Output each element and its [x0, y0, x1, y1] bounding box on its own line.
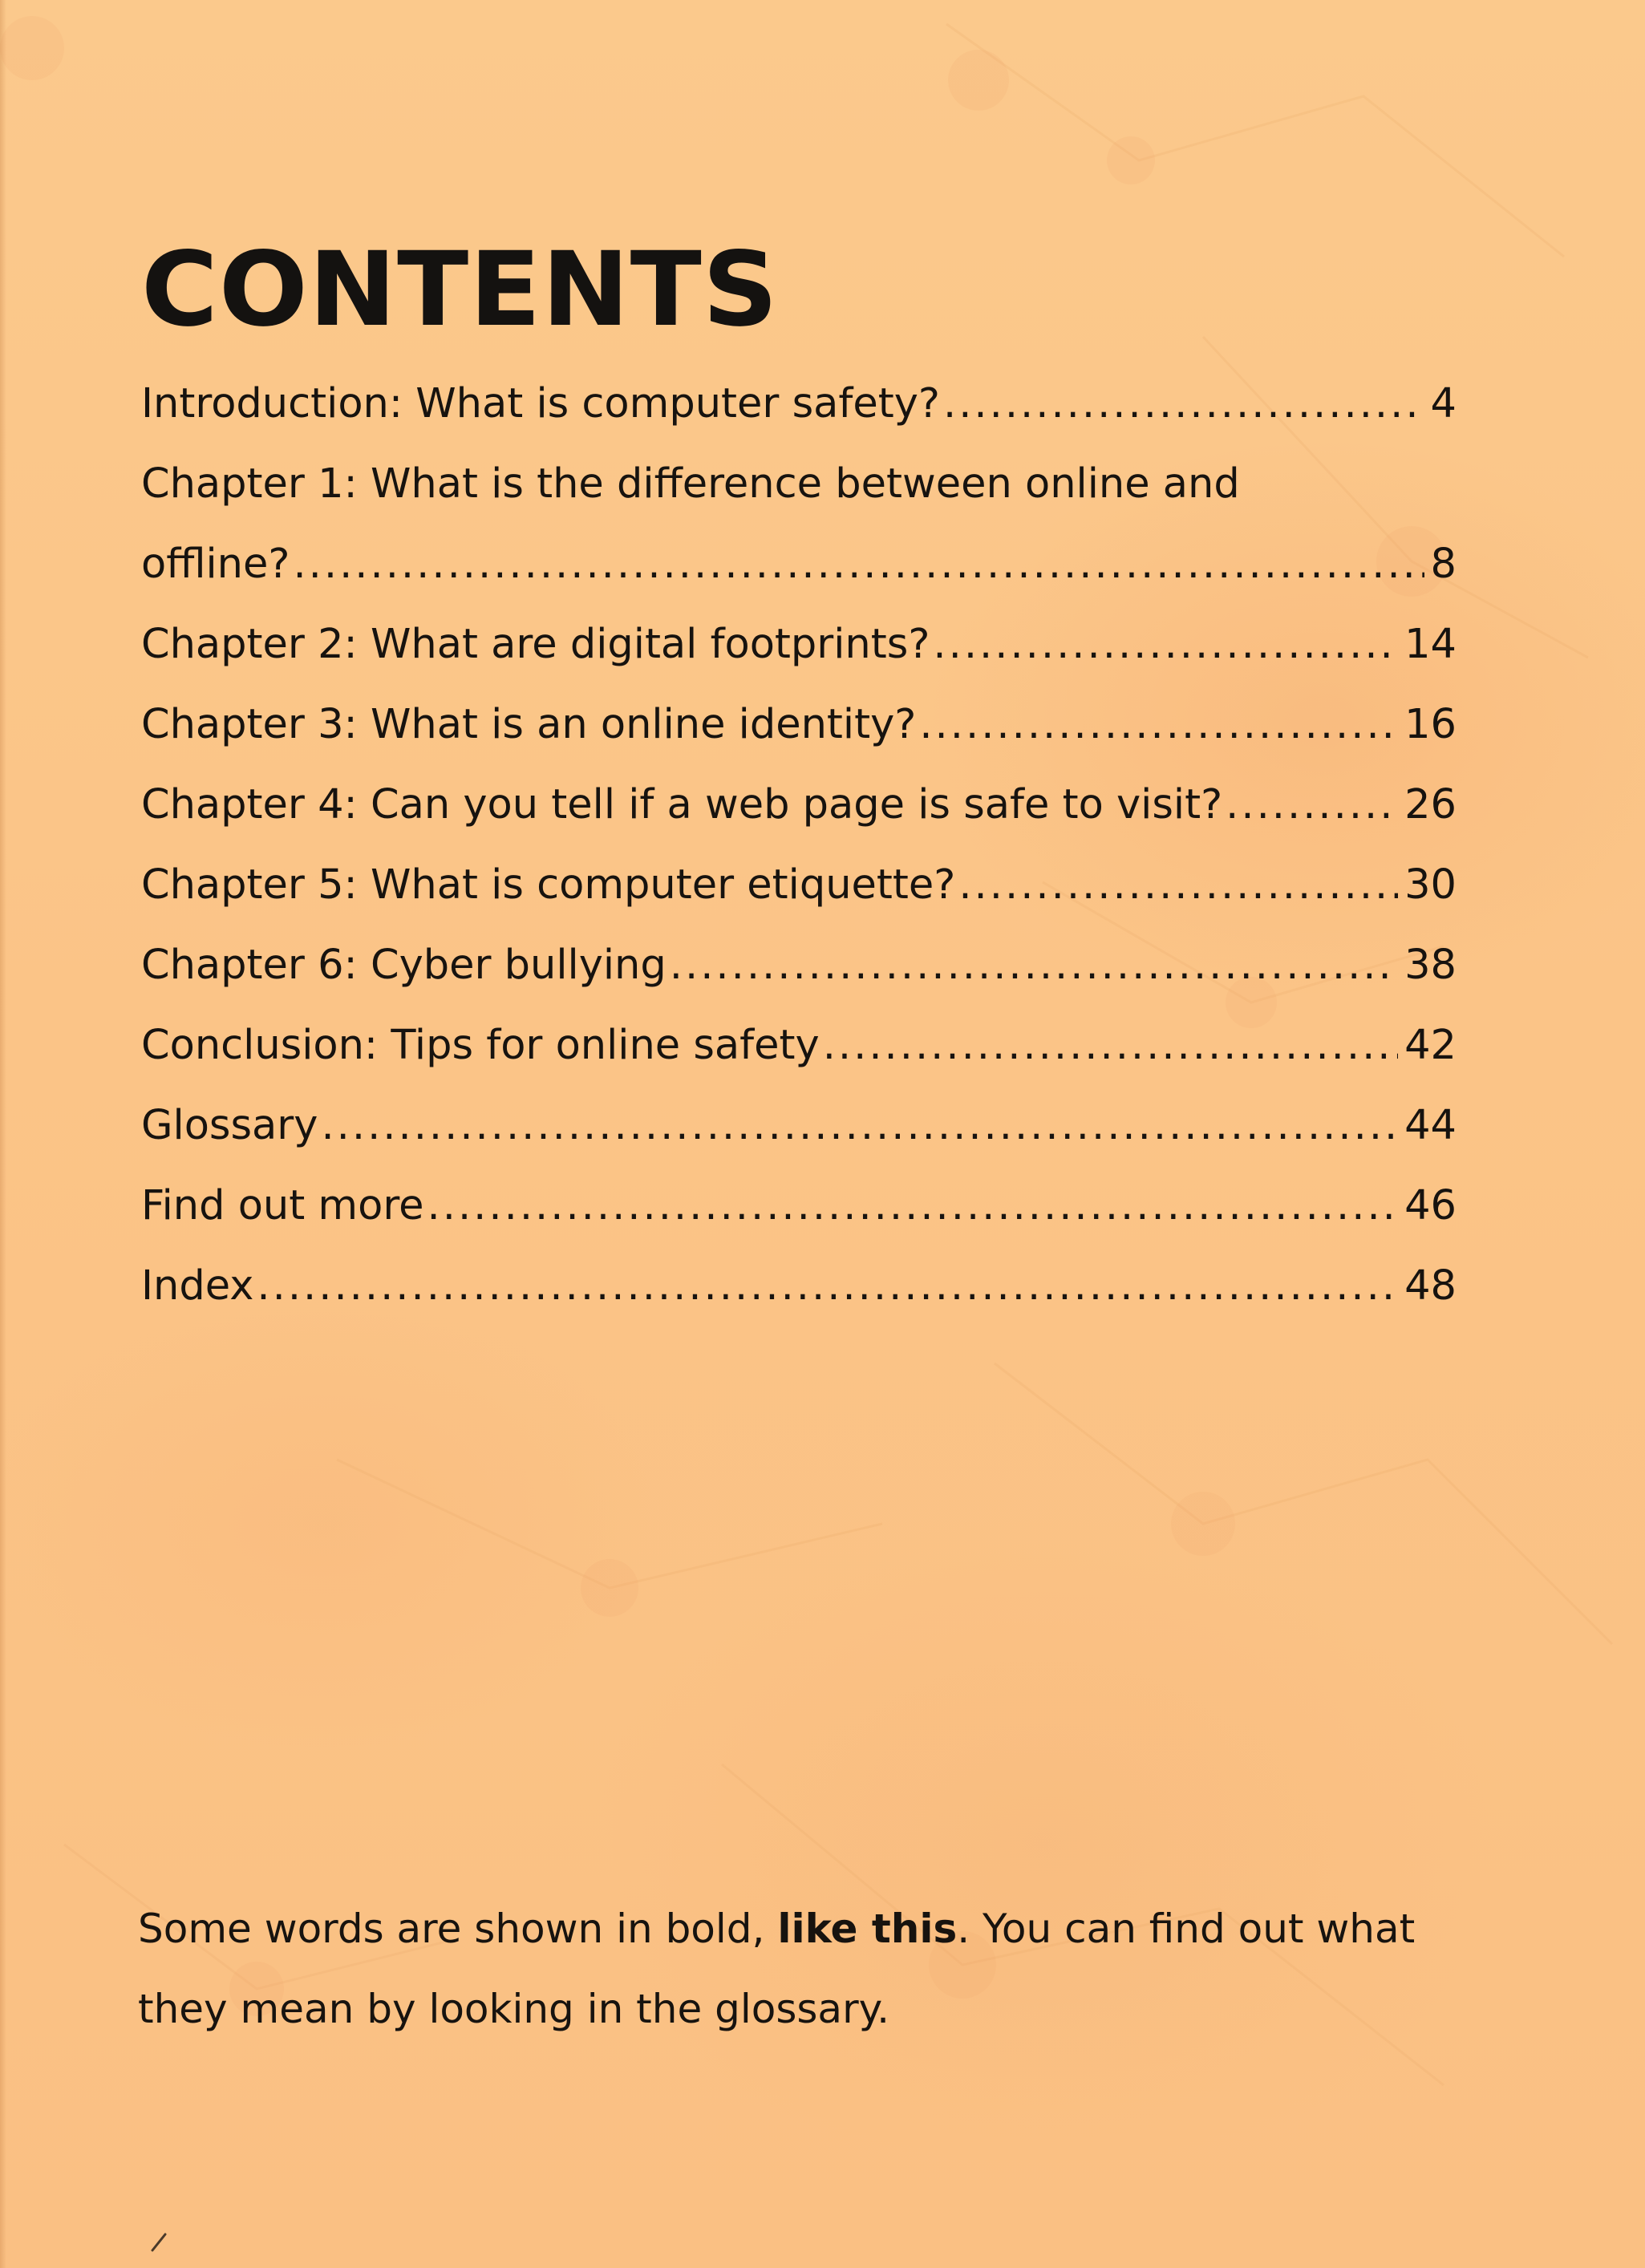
toc-entry-label: Chapter 6: Cyber bullying — [141, 942, 667, 989]
pen-mark-icon — [149, 2231, 170, 2252]
toc-page-number: 14 — [1404, 621, 1457, 668]
page-edge-shadow — [0, 0, 6, 2268]
toc-dot-leader — [321, 1086, 1398, 1166]
toc-entry-label: Conclusion: Tips for online safety — [141, 1022, 820, 1069]
toc-page-number: 26 — [1404, 781, 1457, 828]
table-of-contents — [141, 364, 1457, 1326]
page-title: CONTENTS — [141, 230, 779, 350]
toc-page-number: 4 — [1430, 380, 1457, 427]
toc-entry-chapter-6[interactable] — [141, 925, 1457, 1006]
toc-entry-find-out-more[interactable] — [141, 1166, 1457, 1246]
toc-page-number: 44 — [1404, 1102, 1457, 1149]
toc-entry-label: Glossary — [141, 1102, 318, 1149]
toc-entry-label: Chapter 2: What are digital footprints? — [141, 621, 930, 668]
toc-page-number: 42 — [1404, 1022, 1457, 1069]
toc-entry-label: Find out more — [141, 1182, 424, 1229]
toc-dot-leader — [919, 685, 1398, 765]
toc-page-number: 30 — [1404, 861, 1457, 909]
toc-entry-label: Introduction: What is computer safety? — [141, 380, 940, 427]
toc-dot-leader — [1226, 765, 1398, 845]
toc-page-number: 48 — [1404, 1262, 1457, 1310]
toc-page-number: 38 — [1404, 942, 1457, 989]
toc-dot-leader — [293, 524, 1424, 605]
glossary-note-text: Some words are shown in bold, — [138, 1906, 778, 1952]
toc-entry-introduction[interactable] — [141, 364, 1457, 444]
toc-entry-chapter-2[interactable] — [141, 605, 1457, 685]
toc-entry-conclusion[interactable] — [141, 1006, 1457, 1086]
toc-dot-leader — [943, 364, 1424, 444]
toc-entry-label: Chapter 5: What is computer etiquette? — [141, 861, 956, 909]
toc-page-number: 16 — [1404, 701, 1457, 748]
toc-page-number: 46 — [1404, 1182, 1457, 1229]
toc-entry-chapter-1[interactable] — [141, 444, 1457, 605]
toc-entry-chapter-4[interactable] — [141, 765, 1457, 845]
toc-dot-leader — [427, 1166, 1399, 1246]
toc-dot-leader — [933, 605, 1398, 685]
glossary-note — [138, 1889, 1485, 2049]
toc-entry-index[interactable] — [141, 1246, 1457, 1326]
toc-entry-label-line1: Chapter 1: What is the difference between online and — [141, 460, 1240, 508]
toc-dot-leader — [670, 925, 1398, 1006]
bold-example: like this — [777, 1906, 958, 1952]
toc-entry-chapter-5[interactable] — [141, 845, 1457, 925]
toc-dot-leader — [257, 1246, 1398, 1326]
toc-dot-leader — [823, 1006, 1398, 1086]
toc-entry-label: Chapter 3: What is an online identity? — [141, 701, 917, 748]
toc-entry-label: Chapter 4: Can you tell if a web page is safe to visit? — [141, 781, 1223, 828]
toc-entry-label: Index — [141, 1262, 254, 1310]
toc-page-number: 8 — [1430, 541, 1457, 588]
toc-dot-leader — [958, 845, 1398, 925]
toc-entry-label: offline? — [141, 541, 290, 588]
glossary-note-text-end: . You can find out what they mean by looking in the glossary. — [138, 1906, 1416, 2032]
toc-entry-chapter-3[interactable] — [141, 685, 1457, 765]
toc-entry-glossary[interactable] — [141, 1086, 1457, 1166]
